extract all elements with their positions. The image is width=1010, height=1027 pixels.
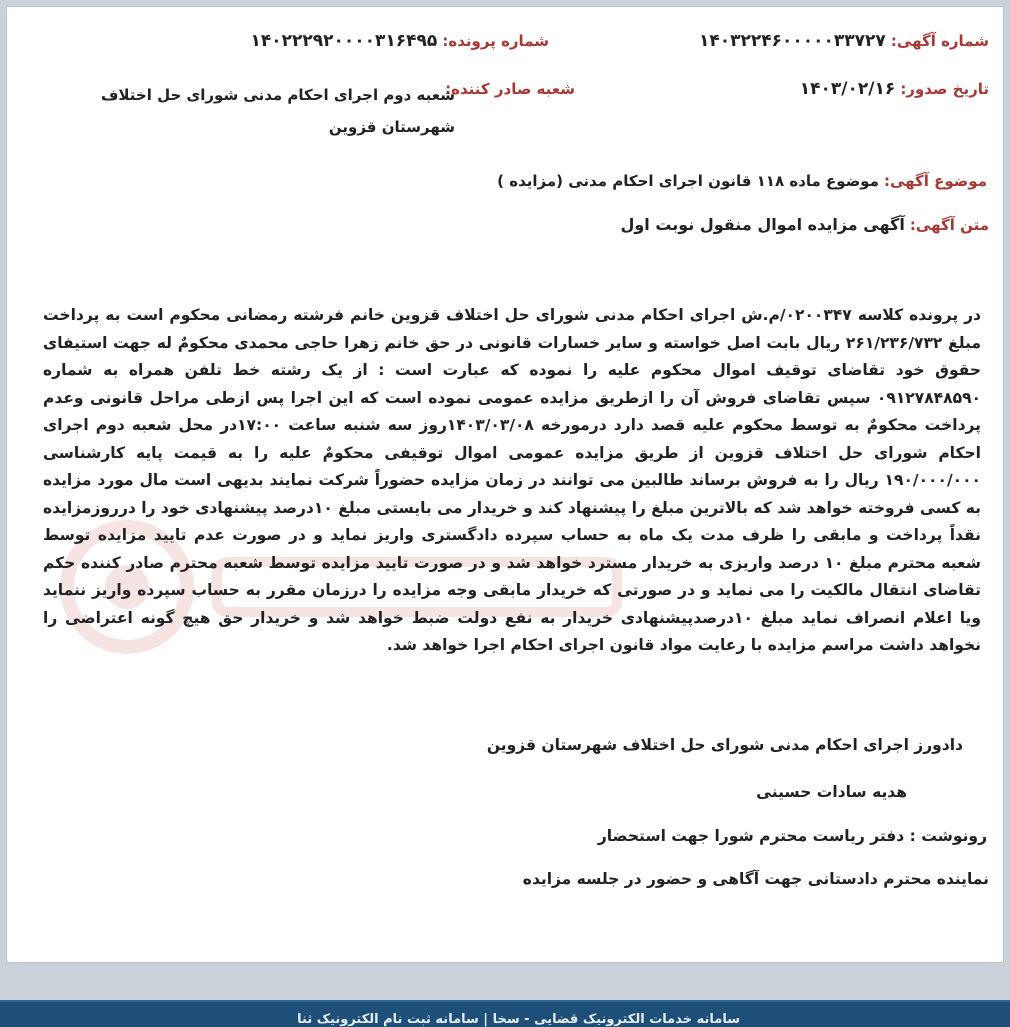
notice-number-label: شماره آگهی:	[890, 32, 989, 50]
issuer-label-row	[445, 79, 575, 98]
notice-text-row	[620, 215, 989, 234]
cc-line-1: رونوشت : دفتر ریاست محترم شورا جهت استحضار	[597, 827, 987, 845]
subject-value: موضوع ماده ۱۱۸ قانون اجرای احکام مدنی (مزایده )	[497, 172, 879, 190]
notice-number-row	[699, 31, 989, 51]
issue-date-value: ۱۴۰۳/۰۲/۱۶	[799, 79, 896, 99]
notice-text-value: آگهی مزایده اموال منقول نوبت اول	[620, 215, 905, 234]
footer-bar	[0, 1000, 1010, 1027]
signature-name: هدیه سادات حسینی	[756, 783, 907, 801]
issue-date-label: تاریخ صدور:	[900, 80, 989, 98]
issue-date-row	[800, 79, 989, 99]
case-number-row	[251, 31, 549, 51]
footer-links[interactable]: سامانه خدمات الکترونیک قضایی - سخا | سامانه ثبت نام الکترونیک ثنا	[297, 1012, 740, 1027]
notice-body: در پرونده کلاسه ۰۲۰۰۳۴۷/م.ش اجرای احکام مدنی شورای حل اختلاف قزوین خانم فرشته رمضانی محکوم است به پرداخت مبلغ ۲۶۱/۲۳۶/۷۳۲ ریال بابت اصل خواسته و سایر خسارات قانونی در حق خانم زهرا حاجی محمدی محکومٌ له جهت استیفای حقوق خود تقاضای توقیف اموال محکوم علیه را نموده که عبارت است : از یک رشته خط تلفن همراه به شماره ۰۹۱۲۷۸۴۸۵۹۰ سپس تقاضای فروش آن را ازطریق مزایده عمومی نموده است که این اجرا پس ازطی مراحل قانونی وعدم پرداخت محکومٌ به توسط محکوم علیه قصد دارد درمورخه ۱۴۰۳/۰۳/۰۸روز سه شنبه ساعت ۱۷:۰۰در محل شعبه دوم اجرای احکام شورای حل اختلاف قزوین از طریق مزایده عمومی اموال توقیفی محکومٌ علیه را به قیمت پایه کارشناسی ۱۹۰/۰۰۰/۰۰۰ ریال را به فروش برساند طالبین می توانند در زمان مزایده حضوراً شرکت نمایند بدیهی است مال مورد مزایده به کسی فروخته خواهد شد که بالاترین مبلغ را پیشنهاد کند و خریدار می بایستی مبلغ ۱۰درصد پیشنهادی خود را درروزمزایده نقداً پرداخت و مابقی را ظرف مدت یک ماه به حساب سپرده دادگستری واریز نماید و در صورت عدم تایید مزایده توسط شعبه محترم مبلغ ۱۰ درصد واریزی به خریدار مسترد خواهد شد و در صورت تایید مزایده توسط شعبه محترم صادر کننده حکم تقاضای انتقال مالکیت را می نماید و در صورتی که خریدار مابقی وجه مزایده را درزمان مقرر به حساب سپرده واریز ننماید ویا اعلام انصراف نماید مبلغ ۱۰درصدپیشنهادی خریدار به نفع دولت ضبط خواهد شد و خریدار حق هیچ گونه اعتراضی را نخواهد داشت مراسم مزایده با رعایت مواد قانون اجرای احکام اجرا خواهد شد.	[43, 306, 982, 654]
cc-line-2: نماینده محترم دادستانی جهت آگاهی و حضور در جلسه مزایده	[522, 870, 989, 888]
case-number-value: ۱۴۰۲۲۲۹۲۰۰۰۰۳۱۶۴۹۵	[250, 31, 438, 51]
issuer-label: شعبه صادر کننده:	[445, 80, 575, 98]
signature-title: دادورز اجرای احکام مدنی شورای حل اختلاف شهرستان قزوین	[486, 736, 963, 754]
notice-text-label: متن آگهی:	[909, 216, 989, 234]
case-number-label: شماره پرونده:	[442, 32, 549, 50]
subject-row	[497, 171, 987, 190]
subject-label: موضوع آگهی:	[883, 172, 987, 190]
issuer-value: شعبه دوم اجرای احکام مدنی شورای حل اختلاف شهرستان قزوین	[100, 86, 455, 136]
notice-panel	[6, 6, 1004, 963]
notice-number-value: ۱۴۰۳۲۲۴۶۰۰۰۰۰۳۳۷۲۷	[699, 31, 886, 51]
